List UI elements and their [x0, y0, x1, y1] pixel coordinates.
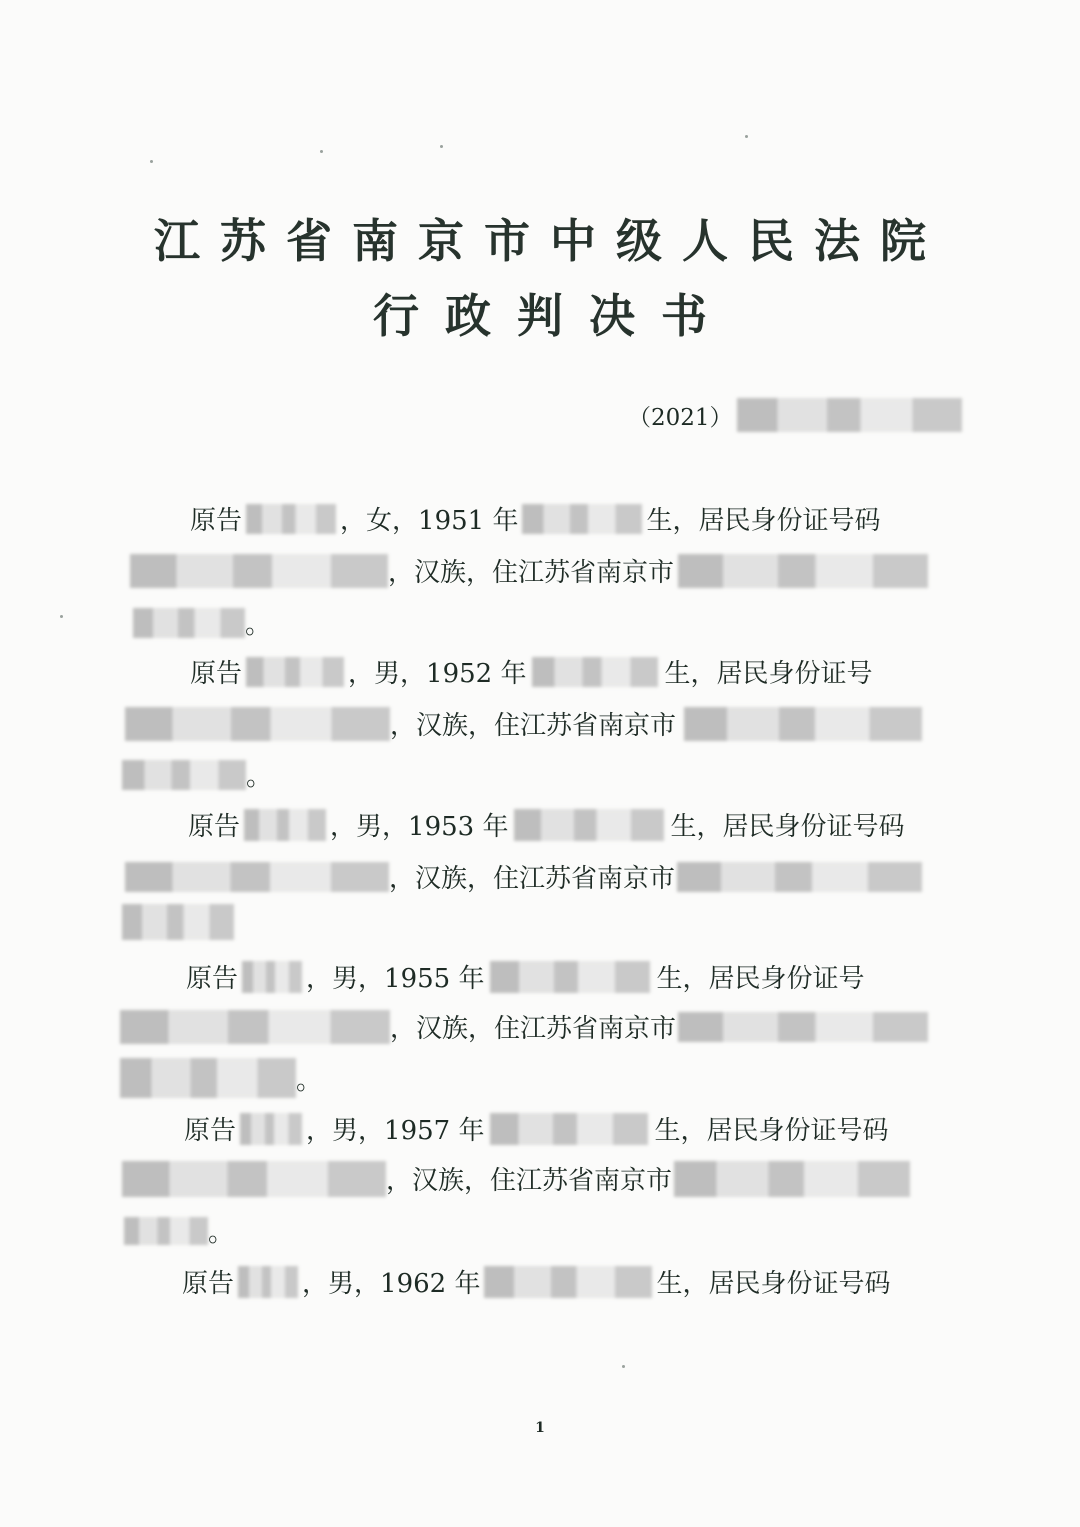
birth-year: 1952 年: [426, 659, 527, 689]
redacted-address: [674, 1161, 910, 1197]
plaintiff-label: 原告: [190, 659, 243, 689]
redacted-birthdate: [490, 961, 650, 993]
redacted-case-number: [737, 398, 962, 432]
case-number-prefix: （2021）: [628, 404, 733, 431]
redacted-address: [684, 707, 922, 741]
redacted-id-number: [122, 1161, 386, 1197]
page-number: 1: [535, 1420, 545, 1436]
born-id-text: 生，居民身份证号: [656, 964, 865, 994]
ethnic-address-text: ，汉族，住江苏省南京市: [386, 1166, 673, 1196]
plaintiff-label: 原告: [188, 812, 241, 842]
sex: ，男，: [306, 964, 385, 994]
birth-year: 1957 年: [384, 1116, 485, 1146]
redacted-birthdate: [484, 1266, 652, 1298]
sex: ，男，: [302, 1269, 381, 1299]
ethnic-address-text: ，汉族，住江苏省南京市: [388, 558, 675, 588]
period: 。: [245, 610, 272, 640]
period: 。: [246, 762, 273, 792]
redacted-address: [122, 760, 246, 790]
redacted-name: [246, 504, 336, 534]
born-id-text: 生，居民身份证号码: [656, 1269, 891, 1299]
plaintiff-label: 原告: [190, 506, 243, 536]
redacted-address: [677, 862, 922, 892]
sex: ，男，: [348, 659, 427, 689]
redacted-name: [240, 1113, 302, 1145]
plaintiff-5-line-2: [122, 1160, 910, 1197]
redacted-name: [238, 1266, 298, 1298]
sex: ，女，: [340, 506, 419, 536]
plaintiff-3-line-2: [125, 858, 922, 895]
plaintiff-6-line-1: [182, 1263, 890, 1300]
redacted-address: [124, 1217, 208, 1245]
scan-speck: [745, 135, 748, 138]
scan-speck: [60, 615, 63, 618]
redacted-address: [122, 904, 234, 940]
scan-speck: [622, 1365, 625, 1368]
document-type: 行政判决书: [373, 289, 733, 343]
plaintiff-1-line-1: [190, 500, 880, 537]
plaintiff-label: 原告: [184, 1116, 237, 1146]
plaintiff-label: 原告: [186, 964, 239, 994]
plaintiff-4-line-2: [120, 1008, 928, 1045]
plaintiff-3-line-3: [122, 904, 234, 940]
plaintiff-5-line-1: [184, 1110, 888, 1147]
court-name: 江苏省南京市中级人民法院: [154, 214, 946, 268]
redacted-id-number: [120, 1010, 390, 1044]
plaintiff-2-line-2: [125, 705, 922, 742]
redacted-birthdate: [490, 1113, 648, 1145]
redacted-name: [244, 809, 326, 841]
redacted-birthdate: [532, 657, 658, 687]
plaintiff-4-line-1: [186, 958, 864, 995]
born-id-text: 生，居民身份证号码: [670, 812, 905, 842]
birth-year: 1962 年: [380, 1269, 481, 1299]
redacted-id-number: [125, 862, 389, 892]
born-id-text: 生，居民身份证号码: [654, 1116, 889, 1146]
plaintiff-1-line-2: [130, 552, 928, 589]
plaintiff-1-line-3: [133, 604, 271, 641]
plaintiff-3-line-1: [188, 806, 904, 843]
redacted-address: [678, 554, 928, 588]
born-id-text: 生，居民身份证号码: [646, 506, 881, 536]
redacted-address: [133, 608, 245, 638]
redacted-address: [678, 1012, 928, 1042]
plaintiff-5-line-3: [124, 1212, 234, 1249]
period: 。: [296, 1065, 323, 1096]
case-number: [628, 398, 962, 432]
redacted-id-number: [130, 554, 388, 588]
ethnic-address-text: ，汉族，住江苏省南京市: [390, 1014, 677, 1044]
scan-speck: [440, 145, 443, 148]
period: 。: [208, 1218, 235, 1248]
birth-year: 1951 年: [418, 506, 519, 536]
scan-speck: [320, 150, 323, 153]
sex: ，男，: [330, 812, 409, 842]
redacted-address: [120, 1058, 296, 1098]
birth-year: 1955 年: [384, 964, 485, 994]
plaintiff-label: 原告: [182, 1269, 235, 1299]
redacted-name: [242, 961, 302, 993]
birth-year: 1953 年: [408, 812, 509, 842]
born-id-text: 生，居民身份证号: [664, 659, 873, 689]
plaintiff-2-line-1: [190, 653, 872, 690]
plaintiff-4-line-3: [120, 1058, 322, 1098]
redacted-name: [246, 657, 344, 687]
ethnic-address-text: ，汉族，住江苏省南京市: [390, 711, 677, 741]
plaintiff-2-line-3: [122, 756, 272, 793]
redacted-id-number: [125, 707, 390, 741]
redacted-birthdate: [522, 504, 642, 534]
scan-speck: [150, 160, 153, 163]
ethnic-address-text: ，汉族，住江苏省南京市: [389, 864, 676, 894]
sex: ，男，: [306, 1116, 385, 1146]
redacted-birthdate: [514, 809, 664, 841]
